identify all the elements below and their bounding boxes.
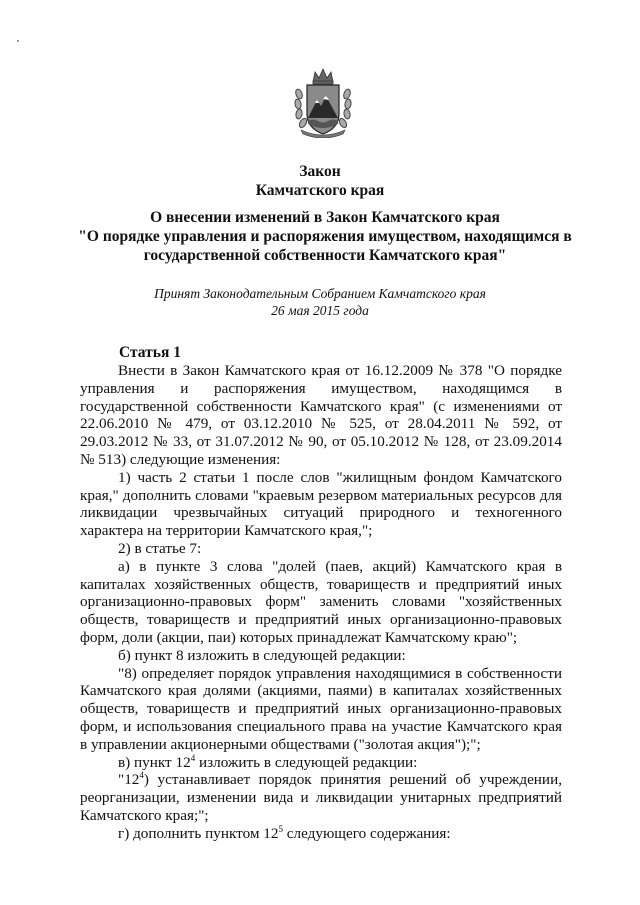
item-2v-text: "$12^4$) устанавливает порядок принятия решений об учреждении, реорганизации, изменении вида и ликвидации унитарных предприятий Камчатского края;"; — [80, 770, 562, 824]
item-2: 2) в статье 7: — [118, 539, 202, 557]
law-title-line1: Закон — [299, 163, 341, 180]
item-2b: б) пункт 8 изложить в следующей редакции: — [118, 646, 406, 664]
item-2v: в) пункт $12^4$ изложить в следующей редакции: — [118, 752, 418, 771]
item-2b-text: "8) определяет порядок управления находящимися в собственности Камчатского края долями (акциями, паями) в капиталах хозяйственных обществ, товариществ и предприятий иных организационно-правовых форм, и использования специального права на участие Камчатского края в управлении акционерными обществами ("золотая акция");"; — [80, 664, 562, 753]
wreath-right — [338, 88, 352, 129]
subject-line3: государственной собственности Камчатского края" — [143, 247, 507, 264]
item-2g: г) дополнить пунктом $12^5$ следующего содержания: — [118, 823, 451, 842]
subject-line1: О внесении изменений в Закон Камчатского края — [150, 209, 500, 226]
adoption-line1: Принят Законодательным Собранием Камчатского края — [154, 286, 486, 301]
article-intro: Внести в Закон Камчатского края от 16.12.2009 № 378 "О порядке управления и распоряжения имуществом, находящимся в государственной собственности Камчатского края" (с изменениями от 22.06.2010 № 479, от 03.12.2010 № 525, от 28.04.2011 № 592, от 29.03.2012 № 33, от 31.07.2012 № 90, от 05.10.2012 № 128, от 23.09.2014 № 513) следующие изменения: — [80, 362, 562, 468]
scan-dot — [17, 40, 19, 42]
article-body — [80, 362, 562, 843]
coat-of-arms-emblem — [293, 66, 353, 138]
adoption-date: 26 мая 2015 года — [271, 303, 369, 318]
wreath-left — [294, 88, 308, 129]
law-title-line2: Камчатского края — [255, 182, 385, 199]
subject-line2: "О порядке управления и распоряжения имуществом, находящимся в — [78, 228, 572, 245]
item-2a: а) в пункте 3 слова "долей (паев, акций) Камчатского края в капиталах хозяйственных обществ, товариществ и предприятий иных организационно-правовых форм" заменить словами "хозяйственных обществ, товариществ и предприятий иных организационно-правовых форм, доли (акции, паи) которых принадлежат Камчатскому краю"; — [80, 557, 562, 646]
article-heading: Статья 1 — [119, 344, 181, 361]
item-1: 1) часть 2 статьи 1 после слов "жилищным фондом Камчатского края," дополнить словами "краевым резервом материальных ресурсов для ликвидации чрезвычайных ситуаций природного и техногенного характера на территории Камчатского края,"; — [80, 468, 562, 540]
crown — [313, 69, 333, 84]
